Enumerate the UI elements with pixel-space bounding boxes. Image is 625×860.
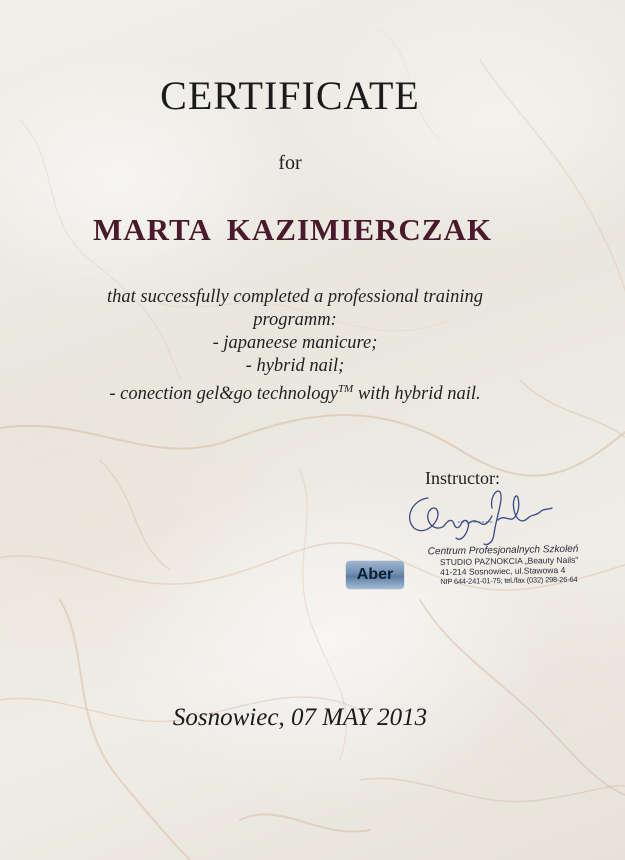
body-line: programm:	[253, 310, 337, 330]
instructor-signature	[398, 478, 558, 548]
body-line-last-end: with hybrid nail.	[353, 384, 481, 405]
company-stamp	[418, 543, 594, 586]
stamp-line: Centrum Profesjonalnych Szkoleń	[427, 543, 579, 558]
body-line: - hybrid nail;	[245, 356, 345, 376]
stamp-line: STUDIO PAZNOKCIA „Beauty Nails"	[439, 554, 579, 568]
body-line-last-start: - conection gel&go technology	[109, 384, 338, 405]
body-line: that successfully completed a professional training	[107, 287, 483, 307]
instructor-label: Instructor:	[425, 468, 500, 488]
stamp-line: NIP 644-241-01-75; tel./fax (032) 298-26-64	[440, 574, 578, 587]
certificate-title: CERTIFICATE	[160, 73, 420, 118]
stamp-line: 41-214 Sosnowiec, ul.Stawowa 4	[440, 564, 566, 578]
recipient-name: MARTA KAZIMIERCZAK	[93, 212, 492, 247]
trademark-mark: TM	[337, 383, 354, 395]
certificate-body	[40, 286, 550, 406]
body-line: - japaneese manicure;	[212, 333, 378, 353]
for-label: for	[278, 152, 302, 174]
place-and-date: Sosnowiec, 07 MAY 2013	[172, 704, 428, 731]
aber-hologram-badge: Aber	[346, 561, 404, 589]
body-line-last	[40, 378, 550, 406]
